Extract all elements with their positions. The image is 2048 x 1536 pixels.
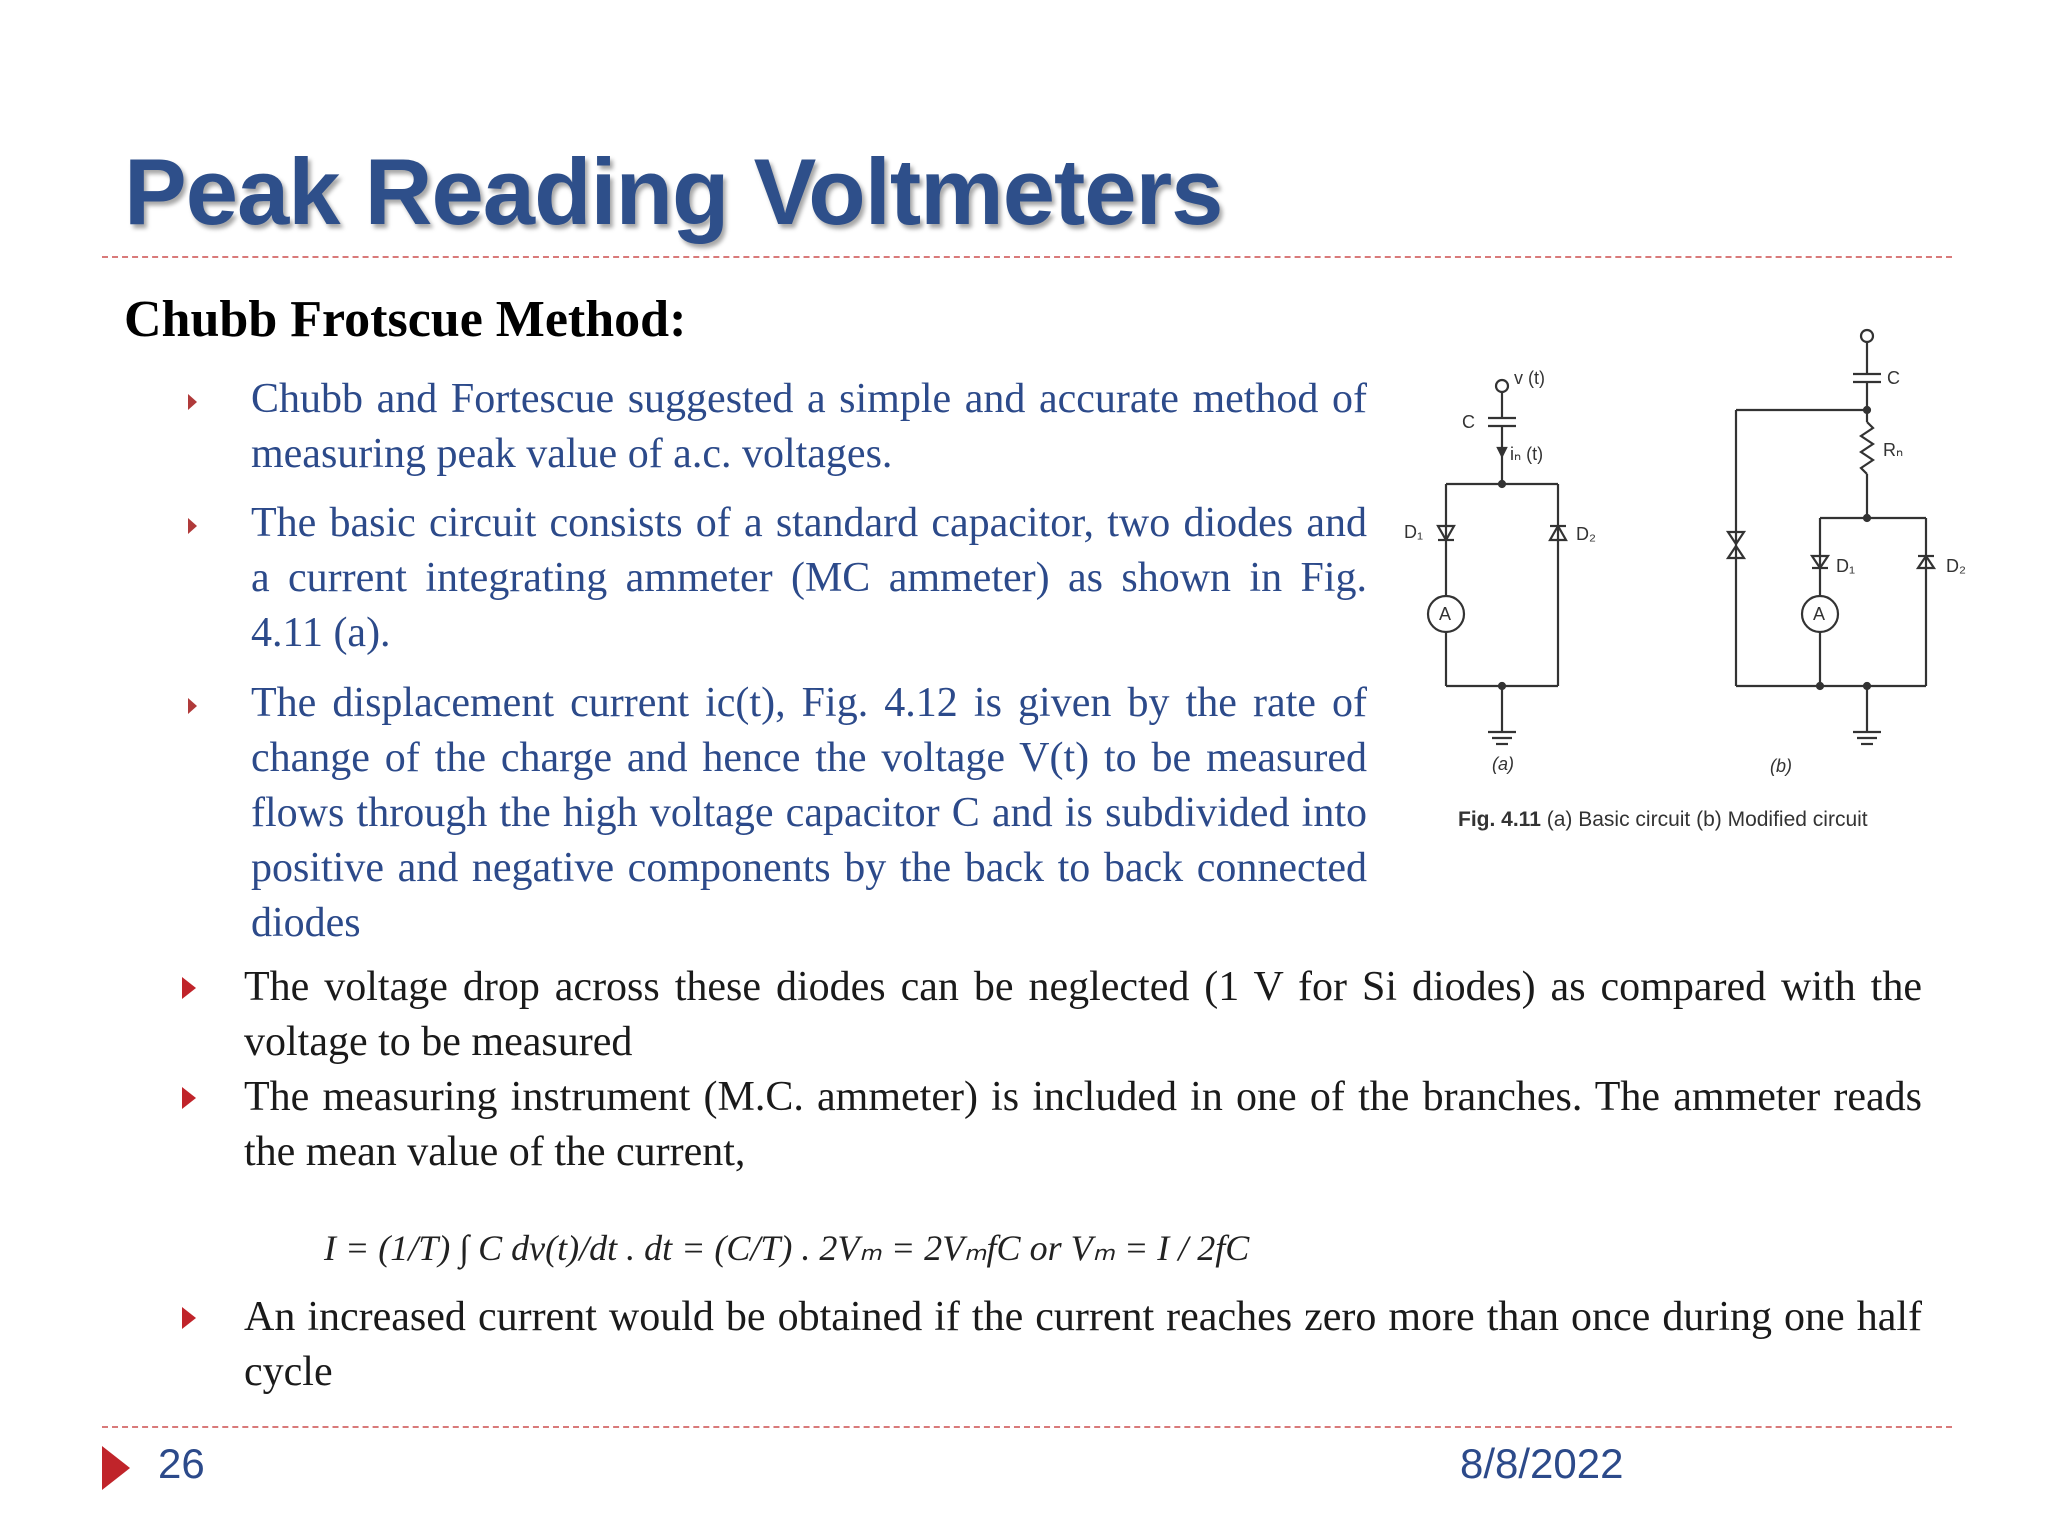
footer-arrow-icon bbox=[102, 1446, 130, 1490]
ammeter-label-b: A bbox=[1813, 604, 1826, 624]
caption-text: (a) Basic circuit (b) Modified circuit bbox=[1546, 808, 1868, 831]
equation-text: I = (1/T) ∫ C dv(t)/dt . dt = (C/T) . 2Vₘ = 2VₘfC or Vₘ = I / 2fC bbox=[324, 1228, 1250, 1268]
label-cap-b: C bbox=[1887, 368, 1900, 388]
bullet-item bbox=[188, 676, 1368, 951]
bullet-arrow-icon bbox=[182, 977, 196, 999]
subfigure-a-label: (a) bbox=[1492, 754, 1514, 774]
bullet-arrow-icon bbox=[182, 1087, 196, 1109]
bullet-text: The displacement current ic(t), Fig. 4.12 is given by the rate of change of the charge and hence the voltage V(t) to be measured flows through the high voltage capacitor C and is subdivided into positive and negative components by the back to back connected diodes bbox=[251, 680, 1367, 946]
section-heading: Chubb Frotscue Method: bbox=[124, 291, 687, 348]
bullet-text: Chubb and Fortescue suggested a simple and accurate method of measuring peak value of a.c. voltages. bbox=[251, 376, 1367, 477]
label-rd: Rₙ bbox=[1883, 440, 1904, 460]
bullet-arrow-icon bbox=[188, 698, 197, 714]
caption-prefix: Fig. 4.11 bbox=[1458, 808, 1541, 831]
label-d1-a: D₁ bbox=[1404, 522, 1424, 542]
bullet-text: The basic circuit consists of a standard capacitor, two diodes and a current integrating ammeter (MC ammeter) as shown in Fig. 4.11 (a). bbox=[251, 500, 1367, 656]
subfigure-b-label: (b) bbox=[1770, 756, 1792, 776]
bullet-arrow-icon bbox=[188, 394, 197, 410]
bullet-item bbox=[182, 1290, 1922, 1400]
ammeter-label-a: A bbox=[1439, 604, 1452, 624]
bullet-text: The measuring instrument (M.C. ammeter) is included in one of the branches. The ammeter reads the mean value of the current, bbox=[244, 1074, 1922, 1175]
label-source: v (t) bbox=[1514, 368, 1545, 388]
label-current: iₙ (t) bbox=[1510, 444, 1544, 464]
bottom-divider bbox=[102, 1426, 1952, 1428]
bullet-item bbox=[188, 372, 1368, 482]
label-cap-a: C bbox=[1462, 412, 1475, 432]
bullet-arrow-icon bbox=[188, 518, 197, 534]
bullet-item bbox=[182, 1070, 1922, 1180]
label-d1-b: D₁ bbox=[1836, 556, 1856, 576]
figure-caption bbox=[1458, 808, 1868, 832]
bullet-arrow-icon bbox=[182, 1307, 196, 1329]
bullet-item bbox=[188, 496, 1368, 661]
slide-date: 8/8/2022 bbox=[1460, 1440, 1624, 1487]
slide-title: Peak Reading Voltmeters bbox=[124, 139, 1223, 244]
page-number: 26 bbox=[158, 1440, 205, 1487]
bullet-item bbox=[182, 960, 1922, 1070]
bullet-text: An increased current would be obtained if the current reaches zero more than once during one half cycle bbox=[244, 1294, 1922, 1395]
top-divider bbox=[102, 256, 1952, 258]
label-d2-b: D₂ bbox=[1946, 556, 1966, 576]
label-d2-a: D₂ bbox=[1576, 524, 1596, 544]
bullet-text: The voltage drop across these diodes can be neglected (1 V for Si diodes) as compared with the voltage to be measured bbox=[244, 964, 1922, 1065]
circuit-figure bbox=[1400, 318, 1966, 858]
